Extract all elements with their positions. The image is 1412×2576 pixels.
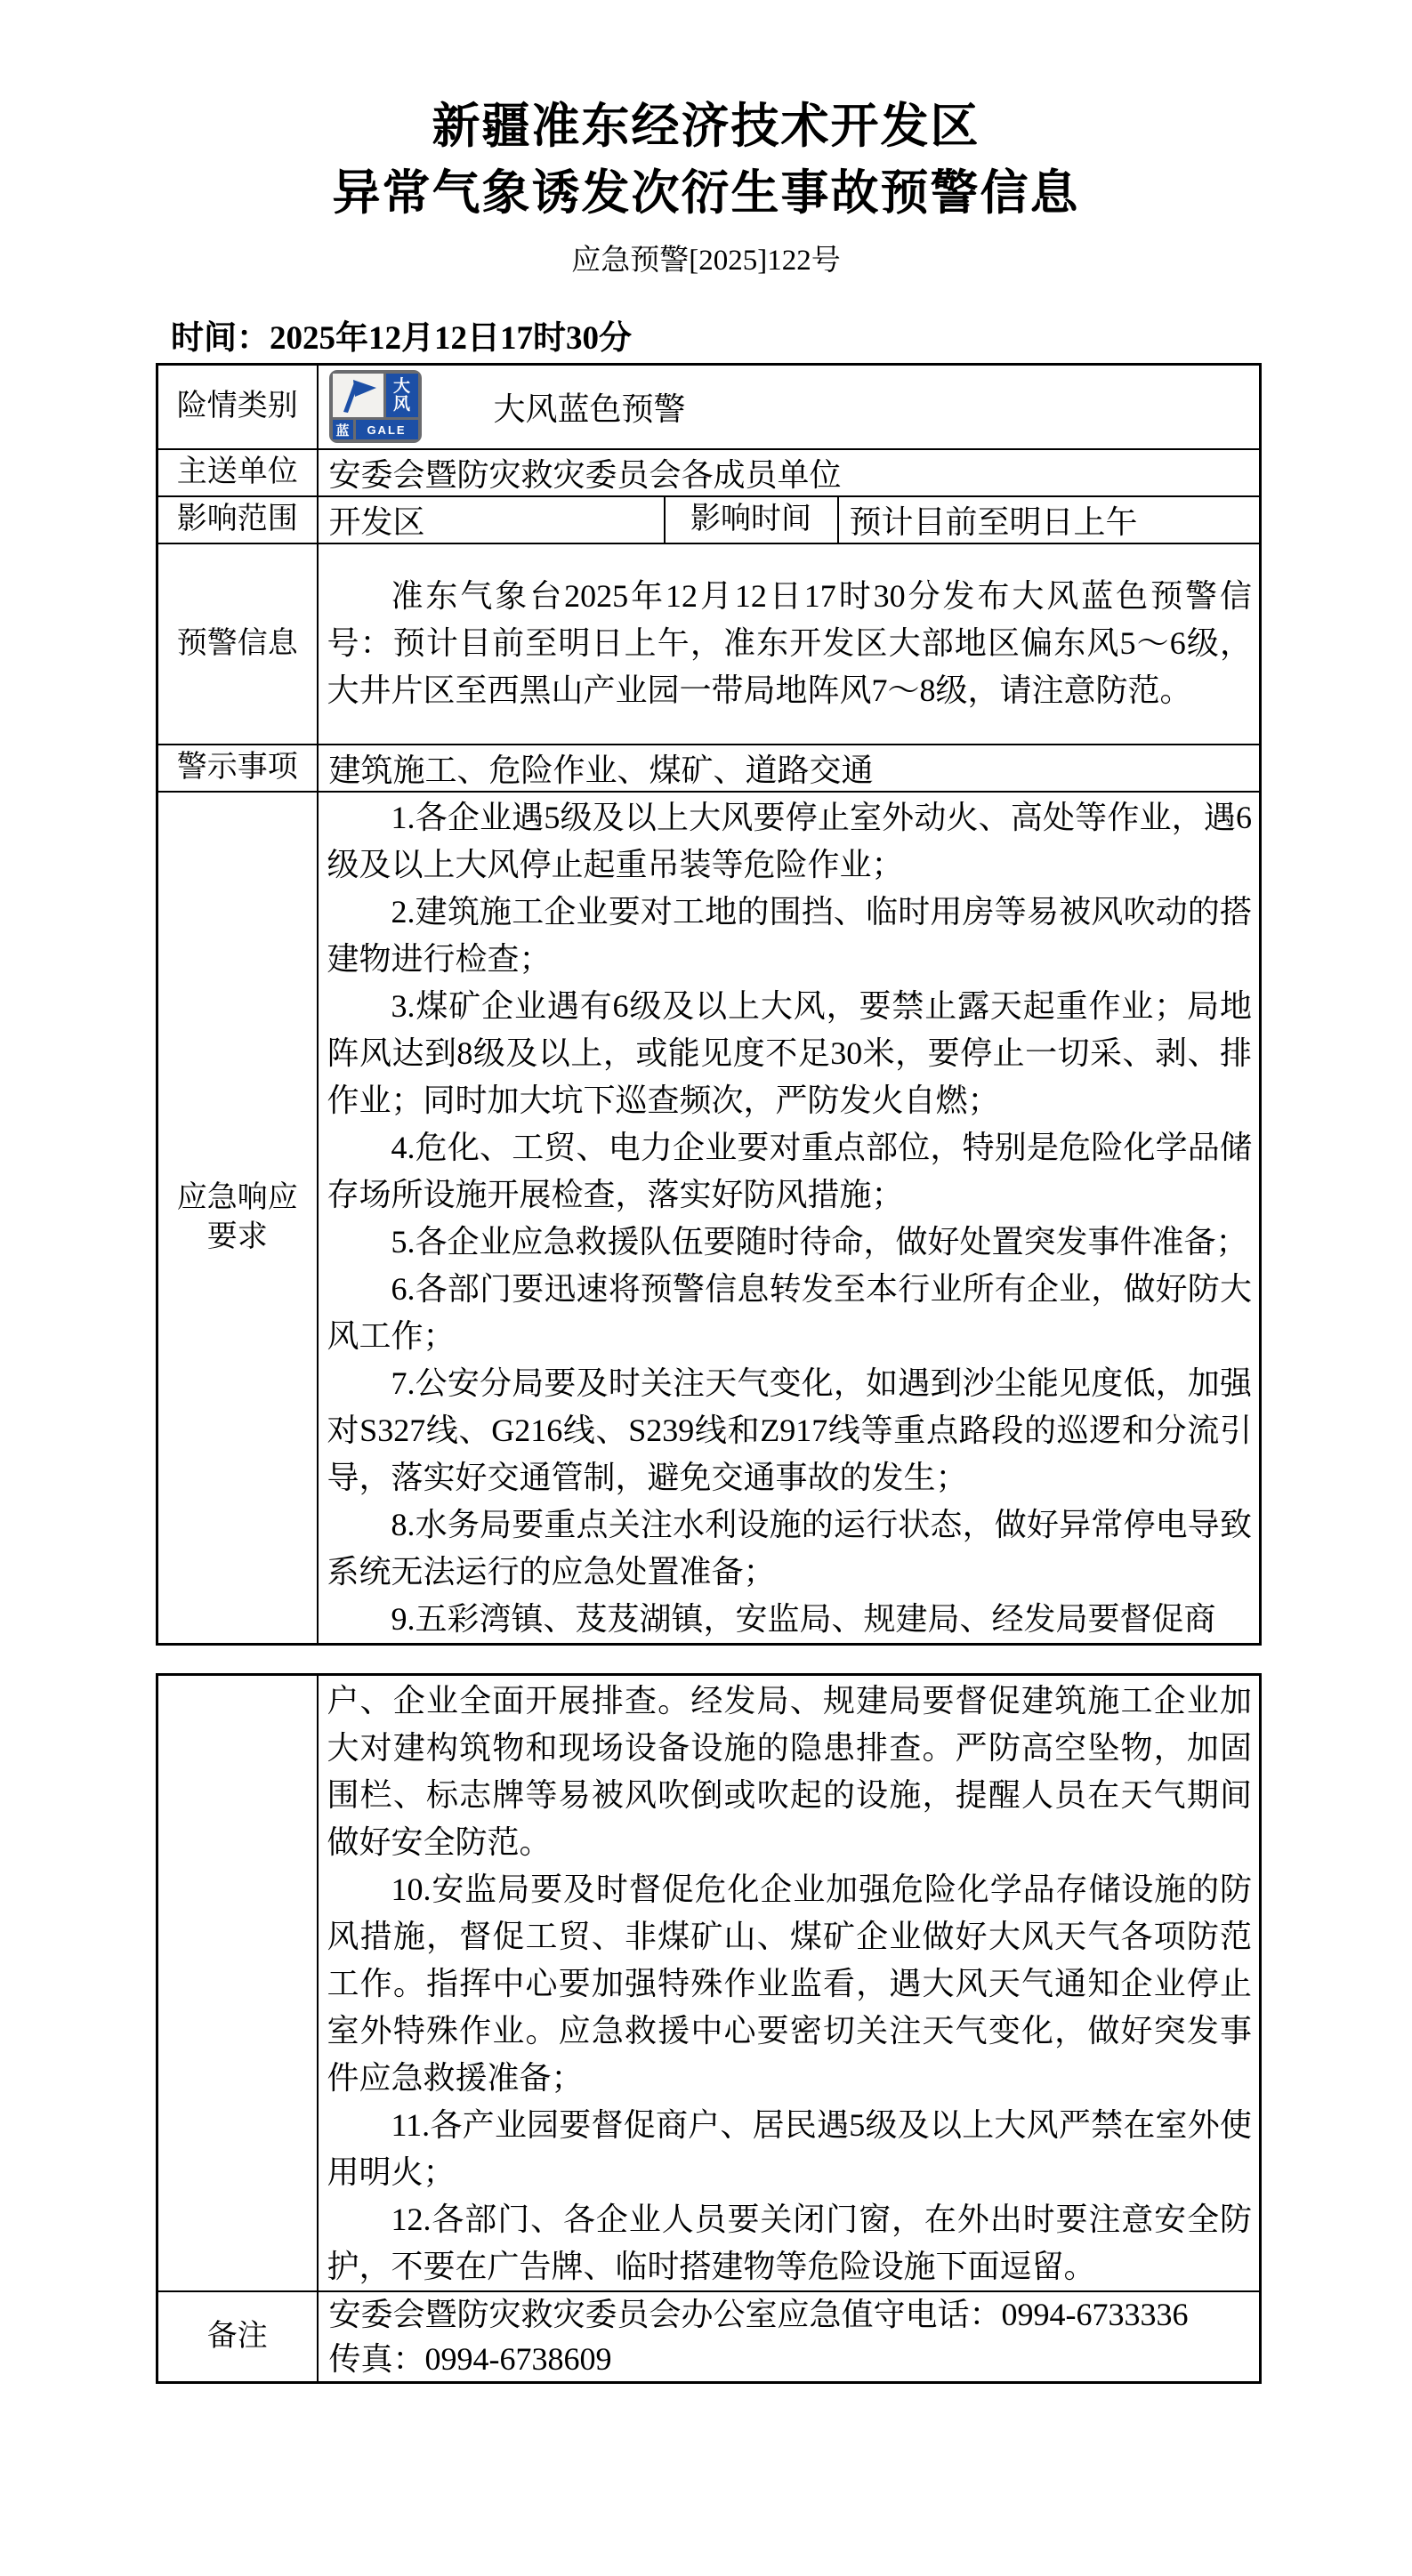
- issue-time-label: 时间：: [171, 320, 270, 357]
- impact-time-value: 预计目前至明日上午: [838, 496, 1261, 543]
- row-scope-time: [157, 496, 1261, 543]
- recipient-value: 安委会暨防灾救灾委员会各成员单位: [318, 449, 1261, 496]
- row-response-continuation: [157, 1674, 1261, 2291]
- warning-info-cell: [318, 543, 1261, 745]
- icon-dafeng-text: 大 风: [386, 374, 418, 417]
- alert-items-label: 警示事项: [157, 745, 318, 792]
- continuation-empty-label: [157, 1674, 318, 2291]
- icon-blue-level-text: 蓝: [333, 420, 353, 439]
- continuation-cell: [318, 1674, 1261, 2291]
- warning-table-main: [156, 363, 1262, 1646]
- impact-time-label: 影响时间: [665, 496, 838, 543]
- response-item: 9.五彩湾镇、芨芨湖镇，安监局、规建局、经发局要督促商: [391, 1600, 1216, 1637]
- response-item: 7.公安分局要及时关注天气变化，如遇到沙尘能见度低，加强对S327线、G216线、S239线和Z917线等重点路段的巡逻和分流引导，落实好交通管制，避免交通事故的发生；: [327, 1364, 1252, 1495]
- row-risk-type: [157, 365, 1261, 449]
- response-item: 12.各部门、各企业人员要关闭门窗，在外出时要注意安全防护，不要在广告牌、临时搭建物等危险设施下面逗留。: [327, 2201, 1252, 2284]
- risk-type-label: 险情类别: [157, 365, 318, 449]
- response-item: 5.各企业应急救援队伍要随时待命，做好处置突发事件准备；: [391, 1223, 1248, 1260]
- response-item: 10.安监局要及时督促危化企业加强危险化学品存储设施的防风措施，督促工贸、非煤矿山、煤矿企业做好大风天气各项防范工作。指挥中心要加强特殊作业监看，遇大风天气通知企业停止室外特殊作业。应急救援中心要密切关注天气变化，做好突发事件应急救援准备；: [327, 1871, 1252, 2096]
- row-response-requirements: [157, 792, 1261, 1645]
- risk-type-cell: [318, 365, 1261, 449]
- note-cell: [318, 2291, 1261, 2383]
- risk-type-value: 大风蓝色预警: [493, 390, 686, 427]
- icon-gale-text: GALE: [356, 420, 418, 439]
- response-item: 2.建筑施工企业要对工地的围挡、临时用房等易被风吹动的搭建物进行检查；: [327, 893, 1252, 977]
- response-item: 6.各部门要迅速将预警信息转发至本行业所有企业，做好防大风工作；: [327, 1270, 1252, 1354]
- response-item: 4.危化、工贸、电力企业要对重点部位，特别是危险化学品储存场所设施开展检查，落实好防风措施；: [327, 1129, 1252, 1212]
- issue-time: [0, 318, 1412, 359]
- response-item: 1.各企业遇5级及以上大风要停止室外动火、高处等作业，遇6级及以上大风停止起重吊装等危险作业；: [327, 799, 1252, 882]
- row-note: [157, 2291, 1261, 2383]
- document-page: [0, 93, 1412, 2384]
- response-item: 户、企业全面开展排查。经发局、规建局要督促建筑施工企业加大对建构筑物和现场设备设施的隐患排查。严防高空坠物，加固围栏、标志牌等易被风吹倒或吹起的设施，提醒人员在天气期间做好安全防范。: [327, 1682, 1252, 1860]
- response-item: 11.各产业园要督促商户、居民遇5级及以上大风严禁在室外使用明火；: [327, 2106, 1252, 2190]
- title-line-1: 新疆准东经济技术开发区: [432, 100, 980, 153]
- response-requirements-label: 应急响应 要求: [157, 792, 318, 1645]
- warning-table-continuation: [156, 1673, 1262, 2384]
- gale-blue-warning-icon: [329, 370, 422, 443]
- note-fax-line: 传真：0994-6738609: [328, 2340, 612, 2377]
- row-warning-info: [157, 543, 1261, 745]
- response-item: 3.煤矿企业遇有6级及以上大风，要禁止露天起重作业；局地阵风达到8级及以上，或能见度不足30米，要停止一切采、剥、排作业；同时加大坑下巡查频次，严防发火自燃；: [327, 987, 1252, 1118]
- row-recipient: [157, 449, 1261, 496]
- document-title: [0, 93, 1412, 227]
- response-item: 8.水务局要重点关注水利设施的运行状态，做好异常停电导致系统无法运行的应急处置准备；: [327, 1506, 1252, 1590]
- title-line-2: 异常气象诱发次衍生事故预警信息: [332, 166, 1080, 220]
- scope-label: 影响范围: [157, 496, 318, 543]
- row-alert-items: [157, 745, 1261, 792]
- response-requirements-cell: [318, 792, 1261, 1645]
- issue-time-value: 2025年12月12日17时30分: [270, 320, 632, 357]
- note-label: 备注: [157, 2291, 318, 2383]
- scope-value: 开发区: [318, 496, 665, 543]
- doc-number: 应急预警[2025]122号: [571, 245, 841, 277]
- warning-info-label: 预警信息: [157, 543, 318, 745]
- warning-info-text: 准东气象台2025年12月12日17时30分发布大风蓝色预警信号：预计目前至明日上午，准东开发区大部地区偏东风5～6级，大井片区至西黑山产业园一带局地阵风7～8级，请注意防范。: [327, 578, 1252, 708]
- alert-items-value: 建筑施工、危险作业、煤矿、道路交通: [318, 745, 1261, 792]
- wind-flag-icon: [333, 374, 383, 417]
- recipient-label: 主送单位: [157, 449, 318, 496]
- note-phone-line: 安委会暨防灾救灾委员会办公室应急值守电话：0994-6733336: [328, 2296, 1189, 2332]
